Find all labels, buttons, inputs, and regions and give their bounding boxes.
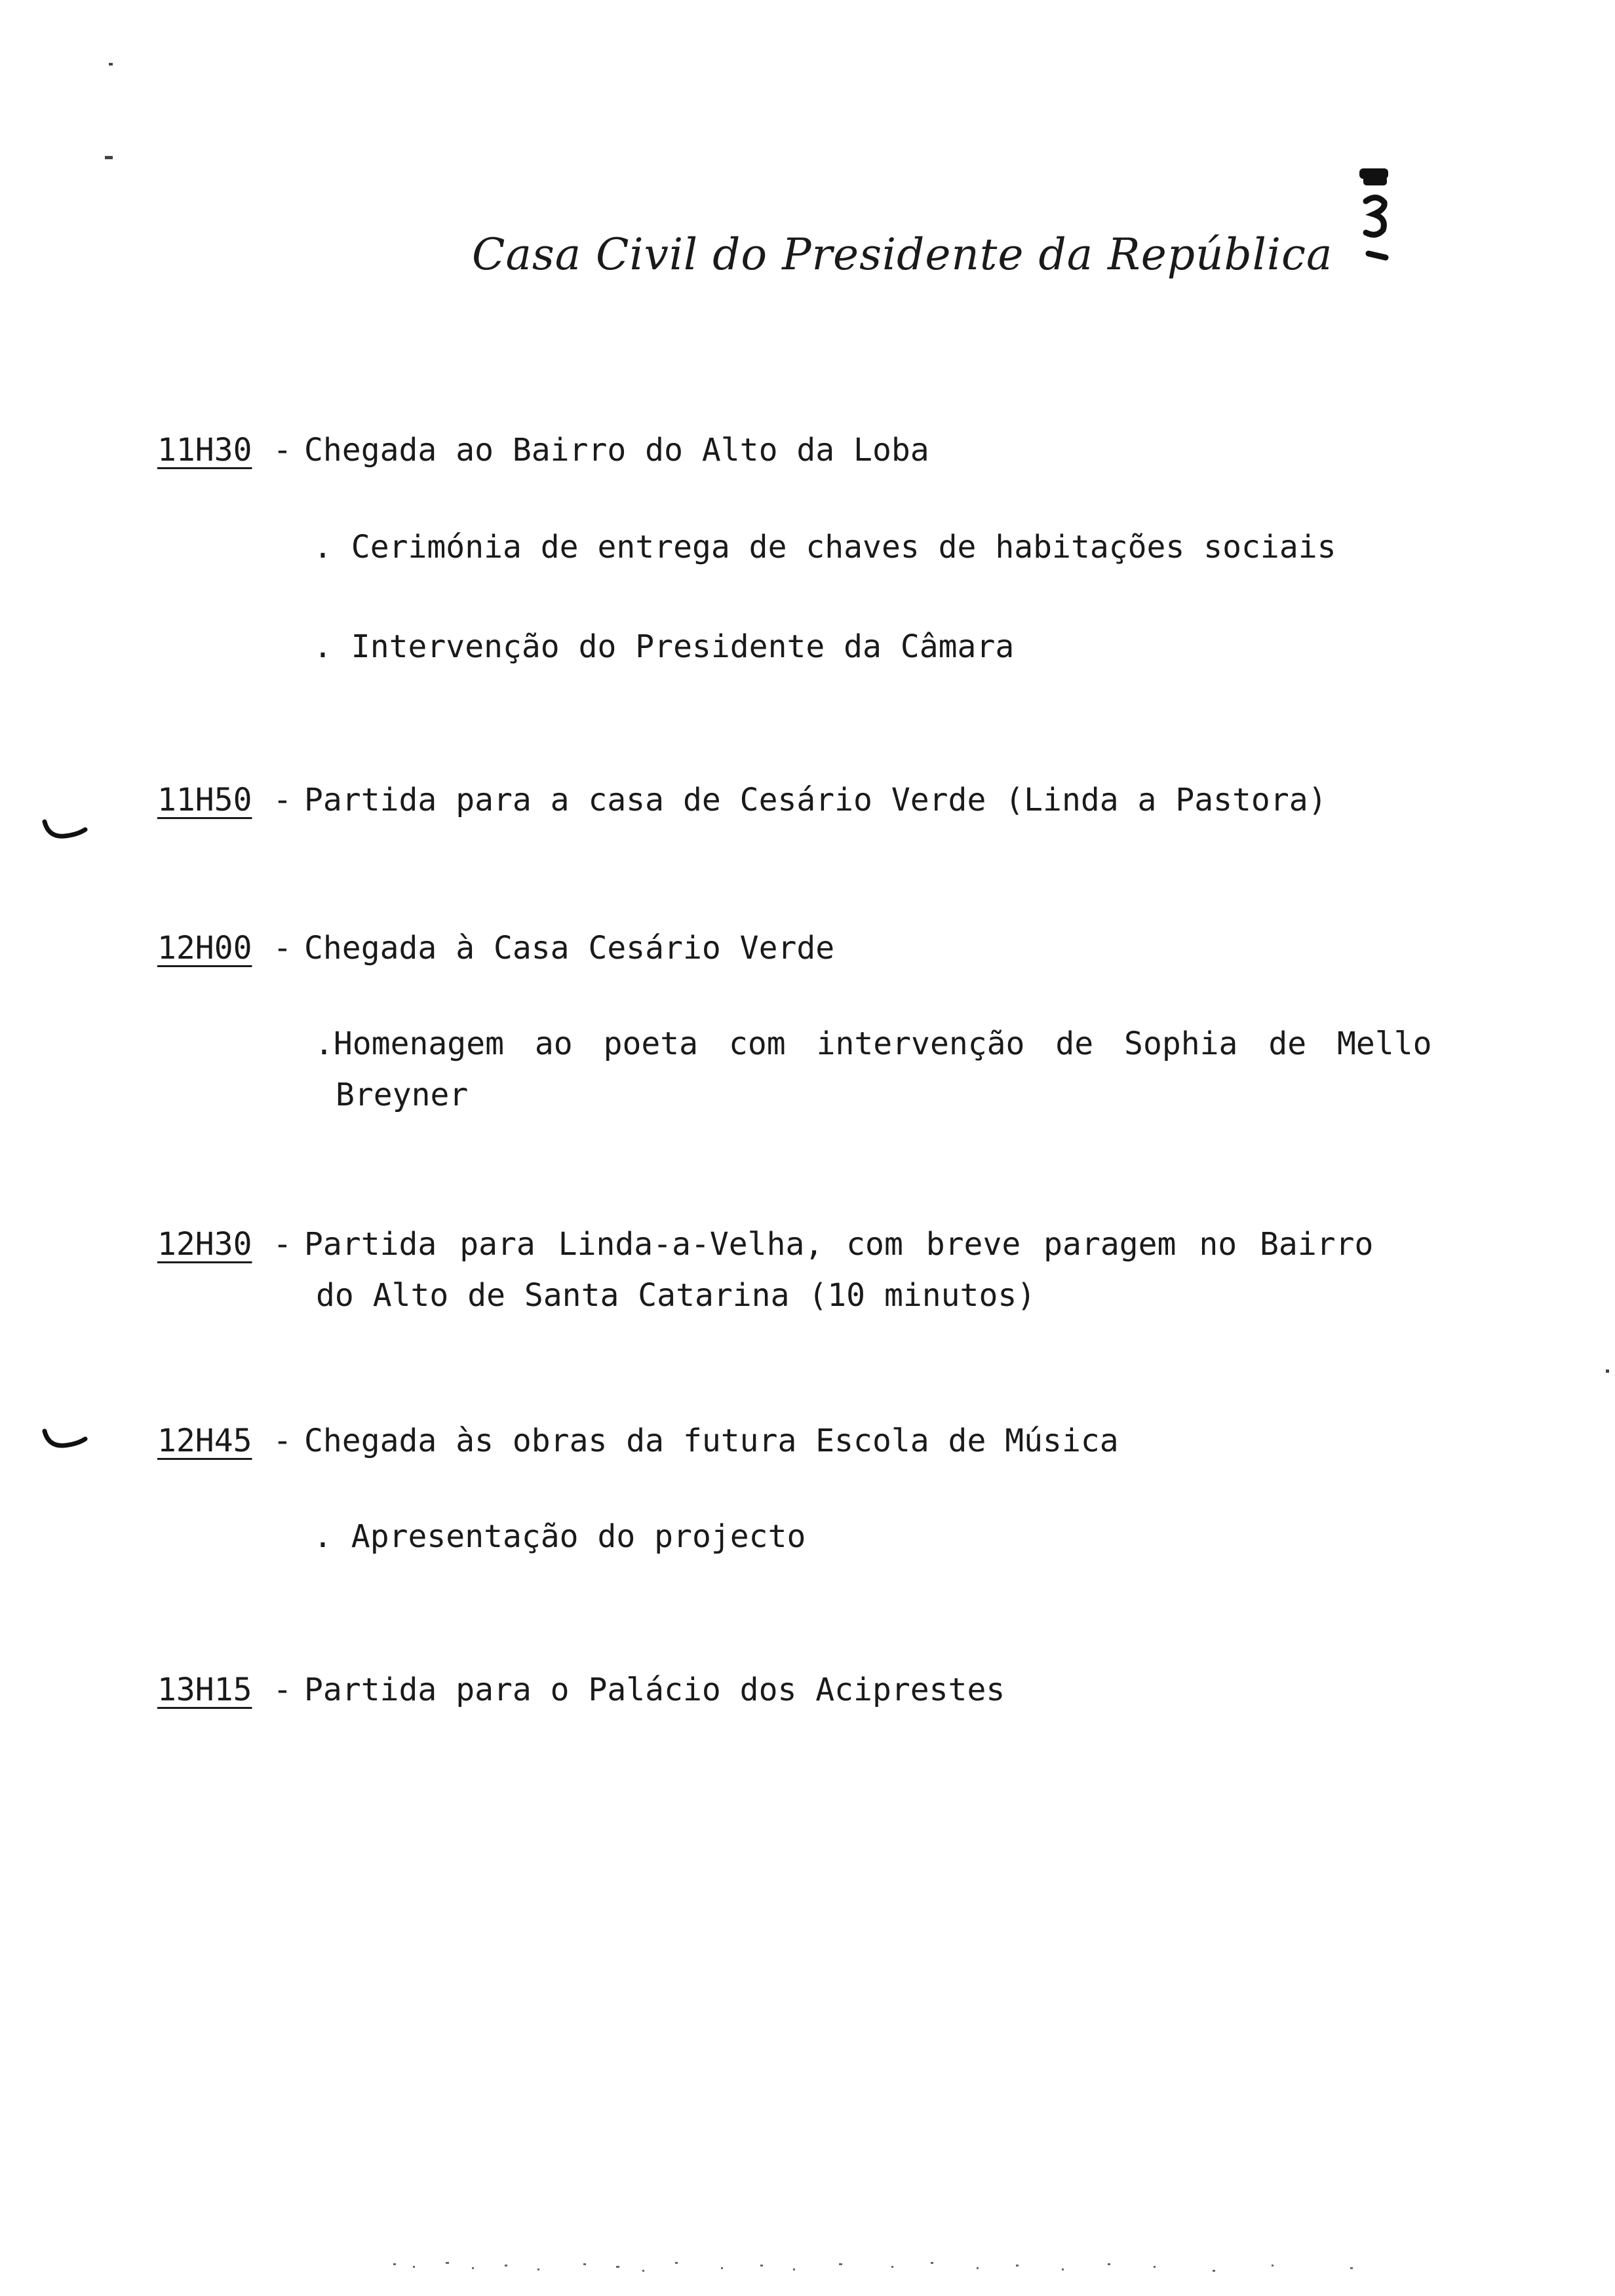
entry-item: . Apresentação do projecto [313,1518,806,1555]
schedule-entry-1150: 11H50 - Partida para a casa de Cesário Verde (Linda a Pastora) [157,775,1327,826]
handwritten-check-mark [42,818,88,841]
entry-text: Chegada à Casa Cesário Verde [304,930,835,966]
entry-time: 11H50 [157,782,252,818]
entry-item: . Intervenção do Presidente da Câmara [313,628,1015,665]
entry-time: 12H45 [157,1423,252,1459]
entry-text: Chegada às obras da futura Escola de Música [304,1423,1119,1459]
entry-text: Partida para a casa de Cesário Verde (Linda a Pastora) [304,782,1327,818]
entry-continuation: do Alto de Santa Catarina (10 minutos) [316,1277,1036,1314]
scan-noise-band [367,2254,1416,2280]
schedule-entry-1230: 12H30 - Partida para Linda-a-Velha, com breve paragem no Bairro [157,1219,1373,1270]
entry-text: Partida para Linda-a-Velha, com breve paragem no Bairro [304,1226,1374,1263]
scan-speck [109,63,113,66]
schedule-entry-1315: 13H15 - Partida para o Palácio dos Aciprestes [157,1664,1005,1715]
entry-time: 12H00 [157,930,252,966]
letterhead-title: Casa Civil do Presidente da República [472,229,1333,280]
entry-item: .Homenagem ao poeta com intervenção de Sophia de Mello [315,1025,1432,1062]
handwritten-check-mark [42,1427,88,1451]
entry-text: Partida para o Palácio dos Aciprestes [304,1672,1005,1708]
schedule-entry-1130: 11H30 - Chegada ao Bairro do Alto da Loba [157,425,929,476]
entry-item-continuation: Breyner [336,1077,469,1113]
scan-speck [105,156,113,159]
entry-text: Chegada ao Bairro do Alto da Loba [304,432,929,469]
schedule-entry-1245: 12H45 - Chegada às obras da futura Escola de Música [157,1415,1119,1466]
entry-time: 12H30 [157,1226,252,1263]
entry-item: . Cerimónia de entrega de chaves de habitações sociais [313,529,1336,565]
schedule-entry-1200: 12H00 - Chegada à Casa Cesário Verde [157,923,834,974]
entry-time: 11H30 [157,432,252,469]
scan-speck [1606,1369,1609,1373]
entry-time: 13H15 [157,1672,252,1708]
page-number-mark [1357,167,1396,272]
